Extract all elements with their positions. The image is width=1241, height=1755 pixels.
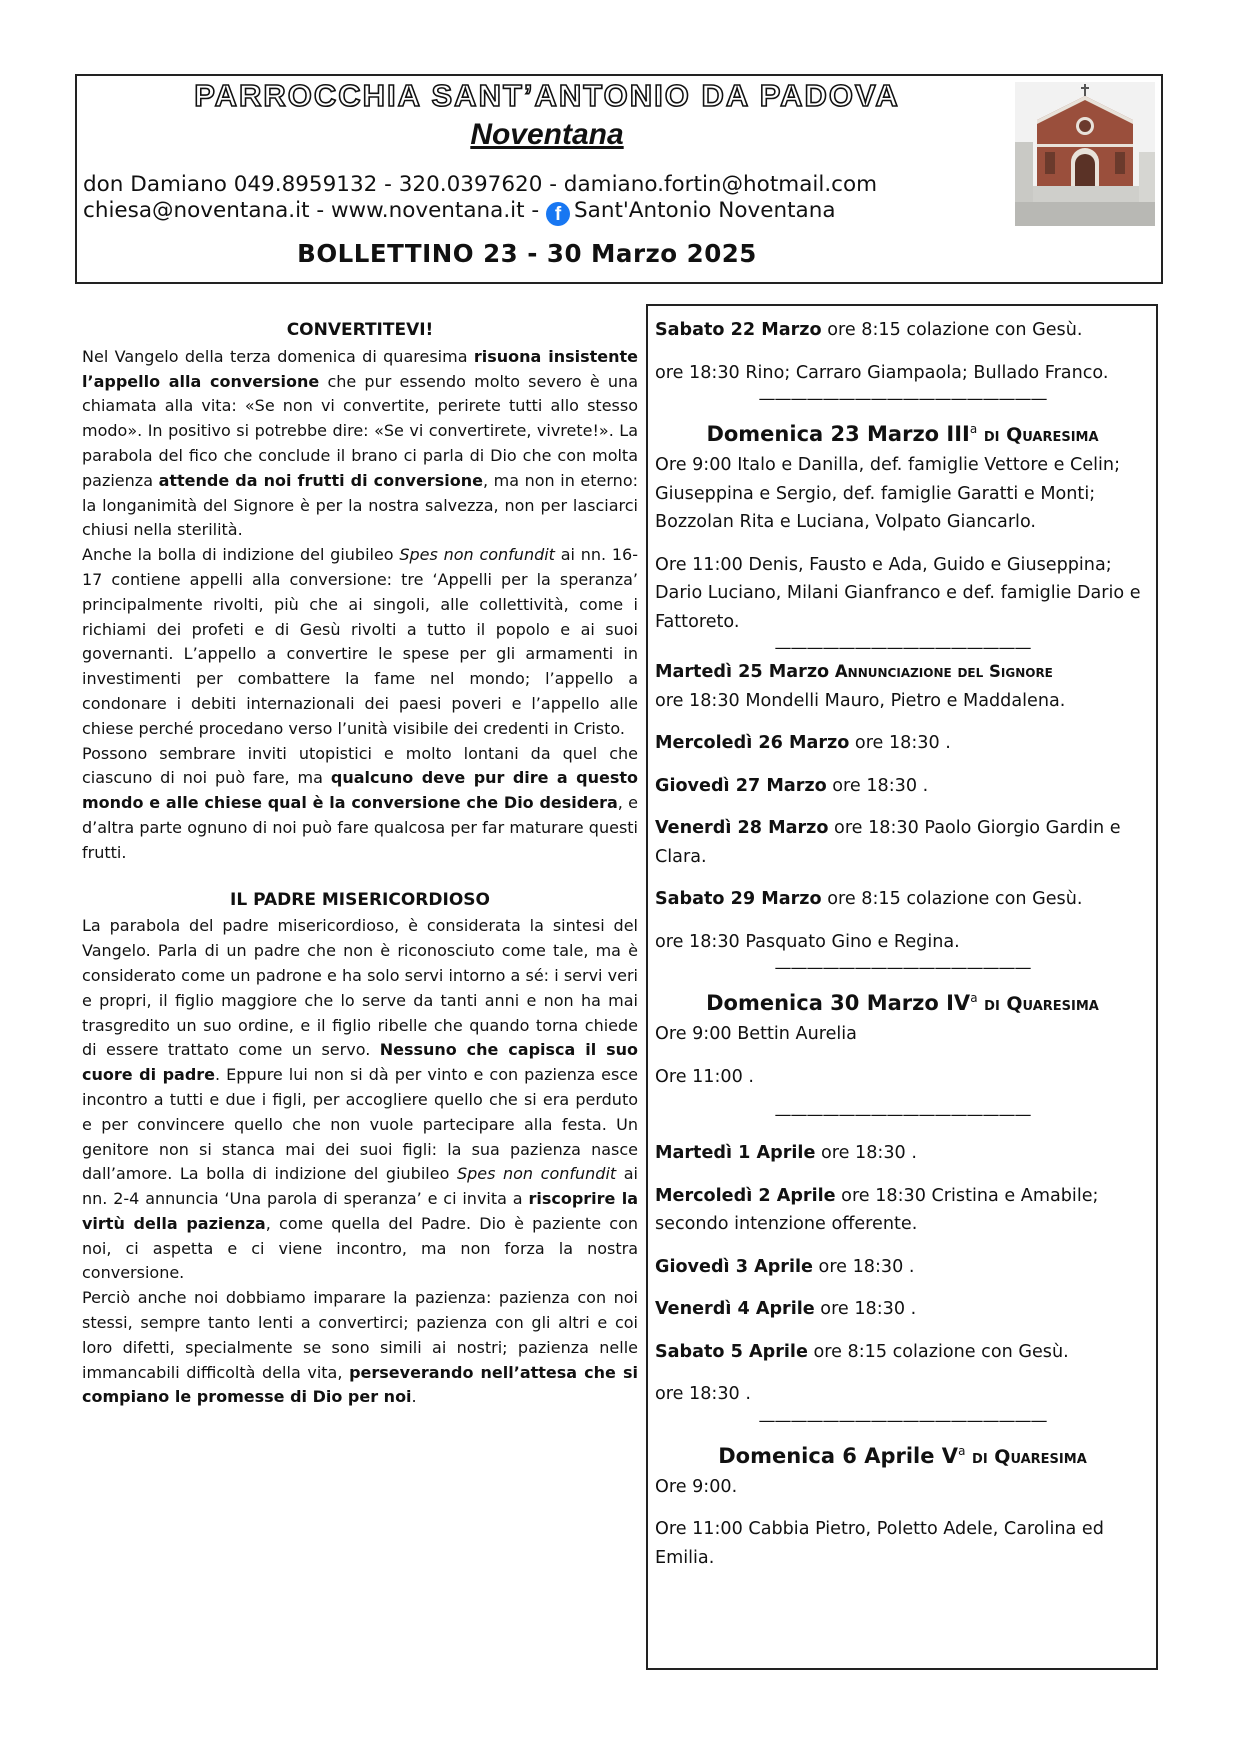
superscript: a (958, 1443, 966, 1458)
schedule-entry (655, 1295, 1150, 1324)
schedule-entry: ore 18:30 Mondelli Mauro, Pietro e Maddalena. (655, 690, 1066, 711)
article1-paragraph-1 (82, 345, 638, 543)
text: La parabola del padre misericordioso, è considerata la sintesi del Vangelo. Parla di un padre che non è riconosciuto come tale, ma è considerato come un padrone e ha solo servi intorno a sé: i servi veri e propri, il figlio maggiore che lo serve da tanti anni e non ha mai trasgredito un suo ordine, e il figlio ribelle che quando torna chiede di essere trattato come un servo. (82, 916, 638, 1060)
text: Anche la bolla di indizione del giubileo (82, 545, 400, 565)
text: , ma non in eterno: la longanimità del Signore è per la nostra salvezza, non per lasciarci chiusi nella sterilità. (82, 470, 638, 540)
article1-paragraph-2 (82, 543, 638, 741)
sunday-heading (655, 413, 1150, 451)
text: ai nn. 2-4 annuncia ‘Una parola di speranza’ e ci invita a (82, 1164, 638, 1209)
entry-text: ore 18:30 . (815, 1143, 917, 1163)
emphasis: qualcuno deve pur dire a questo mondo e alle chiese qual è la conversione che Dio desidera (82, 768, 639, 813)
facebook-page-name: Sant'Antonio Noventana (574, 198, 836, 223)
schedule-entry: Ore 11:00 Cabbia Pietro, Poletto Adele, Carolina ed Emilia. (655, 1519, 1104, 1568)
contact-emails-web: chiesa@noventana.it - www.noventana.it - (83, 198, 546, 223)
entry-text: ore 18:30 . (812, 1256, 915, 1277)
article-heading-padre-misericordioso: IL PADRE MISERICORDIOSO (230, 889, 490, 910)
entry-text: ore 8:15 colazione con Gesù. (821, 889, 1083, 909)
church-photo (1015, 82, 1155, 226)
text: Nel Vangelo della terza domenica di quaresima (82, 346, 474, 366)
divider: —————————————————— (758, 389, 1047, 409)
schedule-entry: Ore 9:00 Bettin Aurelia (655, 1024, 857, 1044)
schedule-entry: Ore 11:00 Denis, Fausto e Ada, Guido e Giuseppina; Dario Luciano, Milani Gianfranco e def. famiglie Dario e Fattoreto. (655, 554, 1141, 632)
entry-text: ore 18:30 Paolo Giorgio Gardin e Clara. (655, 818, 1121, 867)
entry-text: ore 8:15 colazione con Gesù. (807, 1341, 1069, 1362)
schedule-entry (655, 772, 1150, 801)
mass-schedule-box (646, 304, 1158, 1670)
text: . Eppure lui non si dà per vinto e con pazienza esce incontro a tutti e due i figli, per accogliere quello che si era perduto e per convincere quello che non vuole partecipare alla festa. Un genitore non si stanca mai dei suoi figli: la sua pazienza nasce dall’amore. La bolla di indizione del giubileo (82, 1065, 638, 1184)
italic-title: Spes non confundit (399, 545, 555, 565)
italic-title: Spes non confundit (456, 1164, 617, 1184)
day-label: Martedì 25 Marzo (655, 662, 830, 682)
day-label: Martedì 1 Aprile (655, 1143, 816, 1163)
schedule-entry (655, 1139, 1150, 1168)
article2-paragraph-1 (82, 914, 638, 1286)
emphasis: attende da noi frutti di conversione (158, 470, 483, 490)
schedule-entry (655, 885, 1150, 914)
day-label: Sabato 29 Marzo (655, 889, 822, 909)
schedule-entry (655, 814, 1150, 871)
schedule-entry: ore 18:30 Rino; Carraro Giampaola; Bullado Franco. (655, 362, 1109, 383)
liturgical-season: di Quaresima (977, 424, 1099, 446)
bulletin-title: BOLLETTINO 23 - 30 Marzo 2025 (297, 239, 757, 268)
contact-line-1: don Damiano 049.8959132 - 320.0397620 - damiano.fortin@hotmail.com (83, 172, 878, 197)
schedule-entry (655, 1253, 1150, 1282)
entry-text: ore 18:30 . (814, 1299, 917, 1319)
parish-name: PARROCCHIA SANT’ANTONIO DA PADOVA (194, 78, 900, 113)
schedule-entry: Ore 11:00 . (655, 1066, 754, 1087)
entry-text: ore 18:30 . (826, 775, 929, 796)
text: che pur essendo molto severo è una chiamata alla vita: «Se non vi convertite, perirete tutti allo stesso modo». In positivo si potrebbe dire: «Se vi convertirete, vivrete!». La parabola del fico che conclude il brano ci parla di Dio che con molta pazienza (82, 371, 638, 490)
entry-text: ore 18:30 Cristina e Amabile; secondo intenzione offerente. (655, 1185, 1099, 1234)
day-label: Giovedì 3 Aprile (655, 1256, 813, 1277)
articles-column (82, 318, 638, 1410)
schedule-entry (655, 316, 1150, 345)
text: Perciò anche noi dobbiamo imparare la pazienza: pazienza con noi stessi, sempre tanto lenti a convertirci; pazienza con gli altri e coi loro difetti, specialmente se sono simili ai nostri; pazienza nelle immancabili difficoltà della vita, (82, 1288, 638, 1382)
schedule-entry: Ore 9:00. (655, 1476, 738, 1497)
day-label: Giovedì 27 Marzo (655, 775, 827, 796)
superscript: a (970, 991, 978, 1005)
divider: —————————————————— (758, 1410, 1047, 1431)
entry-text: ore 18:30 . (849, 733, 951, 753)
sunday-heading (655, 982, 1150, 1020)
liturgical-season: di Quaresima (965, 1445, 1087, 1468)
place-name: Noventana (470, 118, 624, 151)
emphasis: risuona insistente l’appello alla conversione (82, 346, 638, 391)
divider: ———————————————— (774, 958, 1031, 978)
superscript: a (969, 422, 978, 436)
bulletin-header (75, 74, 1163, 284)
article2-paragraph-2 (82, 1286, 638, 1410)
day-label: Domenica 23 Marzo III (706, 422, 970, 446)
day-label: Sabato 22 Marzo (655, 320, 822, 340)
divider: ———————————————— (774, 638, 1031, 658)
feast-name: Annunciazione del Signore (829, 662, 1053, 681)
schedule-entry (655, 658, 1150, 687)
text: ai nn. 16-17 contiene appelli alla conversione: tre ‘Appelli per la speranza’ principalmente rivolti, più che ai singoli, alle collettività, come i richiami dei profeti e di Gesù rivolti a tutto il popolo e ai suoi governanti. L’appello a convertire le spese per gli armamenti in investimenti per combattere la fame nel mondo; l’appello a condonare i debiti internazionali dei paesi poveri e l’appello alle chiese perché procedano verso l’unità visibile dei credenti in Cristo. (82, 545, 639, 738)
text: . (411, 1387, 417, 1407)
text: , come quella del Padre. Dio è paziente con noi, ci aspetta e ci viene incontro, ma non forza la nostra conversione. (82, 1213, 638, 1283)
text: , e d’altra parte ognuno di noi può fare qualcosa per far maturare questi frutti. (82, 793, 638, 862)
day-label: Mercoledì 26 Marzo (655, 733, 850, 753)
contact-line-2 (83, 198, 836, 226)
day-label: Mercoledì 2 Aprile (655, 1185, 836, 1206)
day-label: Sabato 5 Aprile (655, 1341, 808, 1362)
day-label: Domenica 30 Marzo IV (706, 991, 971, 1015)
facebook-icon: f (546, 202, 570, 226)
schedule-entry (655, 1338, 1150, 1367)
schedule-entry: Ore 9:00 Italo e Danilla, def. famiglie Vettore e Celin; Giuseppina e Sergio, def. famiglie Garatti e Monti; Bozzolan Rita e Luciana, Volpato Giancarlo. (655, 455, 1121, 532)
schedule-entry (655, 729, 1150, 758)
article1-paragraph-3 (82, 742, 638, 866)
schedule-entry (655, 1182, 1150, 1239)
emphasis: riscoprire la virtù della pazienza (82, 1189, 639, 1233)
schedule-entry: ore 18:30 . (655, 1384, 751, 1404)
liturgical-season: di Quaresima (977, 993, 1099, 1015)
day-label: Domenica 6 Aprile V (718, 1443, 959, 1468)
text: Possono sembrare inviti utopistici e molto lontani da quel che ciascuno di noi può fare, ma (82, 743, 638, 788)
emphasis: perseverando nell’attesa che si compiano le promesse di Dio per noi (82, 1362, 639, 1407)
emphasis: Nessuno che capisca il suo cuore di padre (82, 1040, 639, 1085)
article-heading-convertitevi: CONVERTITEVI! (286, 320, 434, 340)
divider: ———————————————— (774, 1105, 1031, 1125)
day-label: Venerdì 28 Marzo (655, 818, 829, 838)
day-label: Venerdì 4 Aprile (655, 1299, 815, 1319)
schedule-entry: ore 18:30 Pasquato Gino e Regina. (655, 931, 960, 952)
entry-text: ore 8:15 colazione con Gesù. (821, 320, 1083, 340)
sunday-heading (655, 1435, 1150, 1473)
